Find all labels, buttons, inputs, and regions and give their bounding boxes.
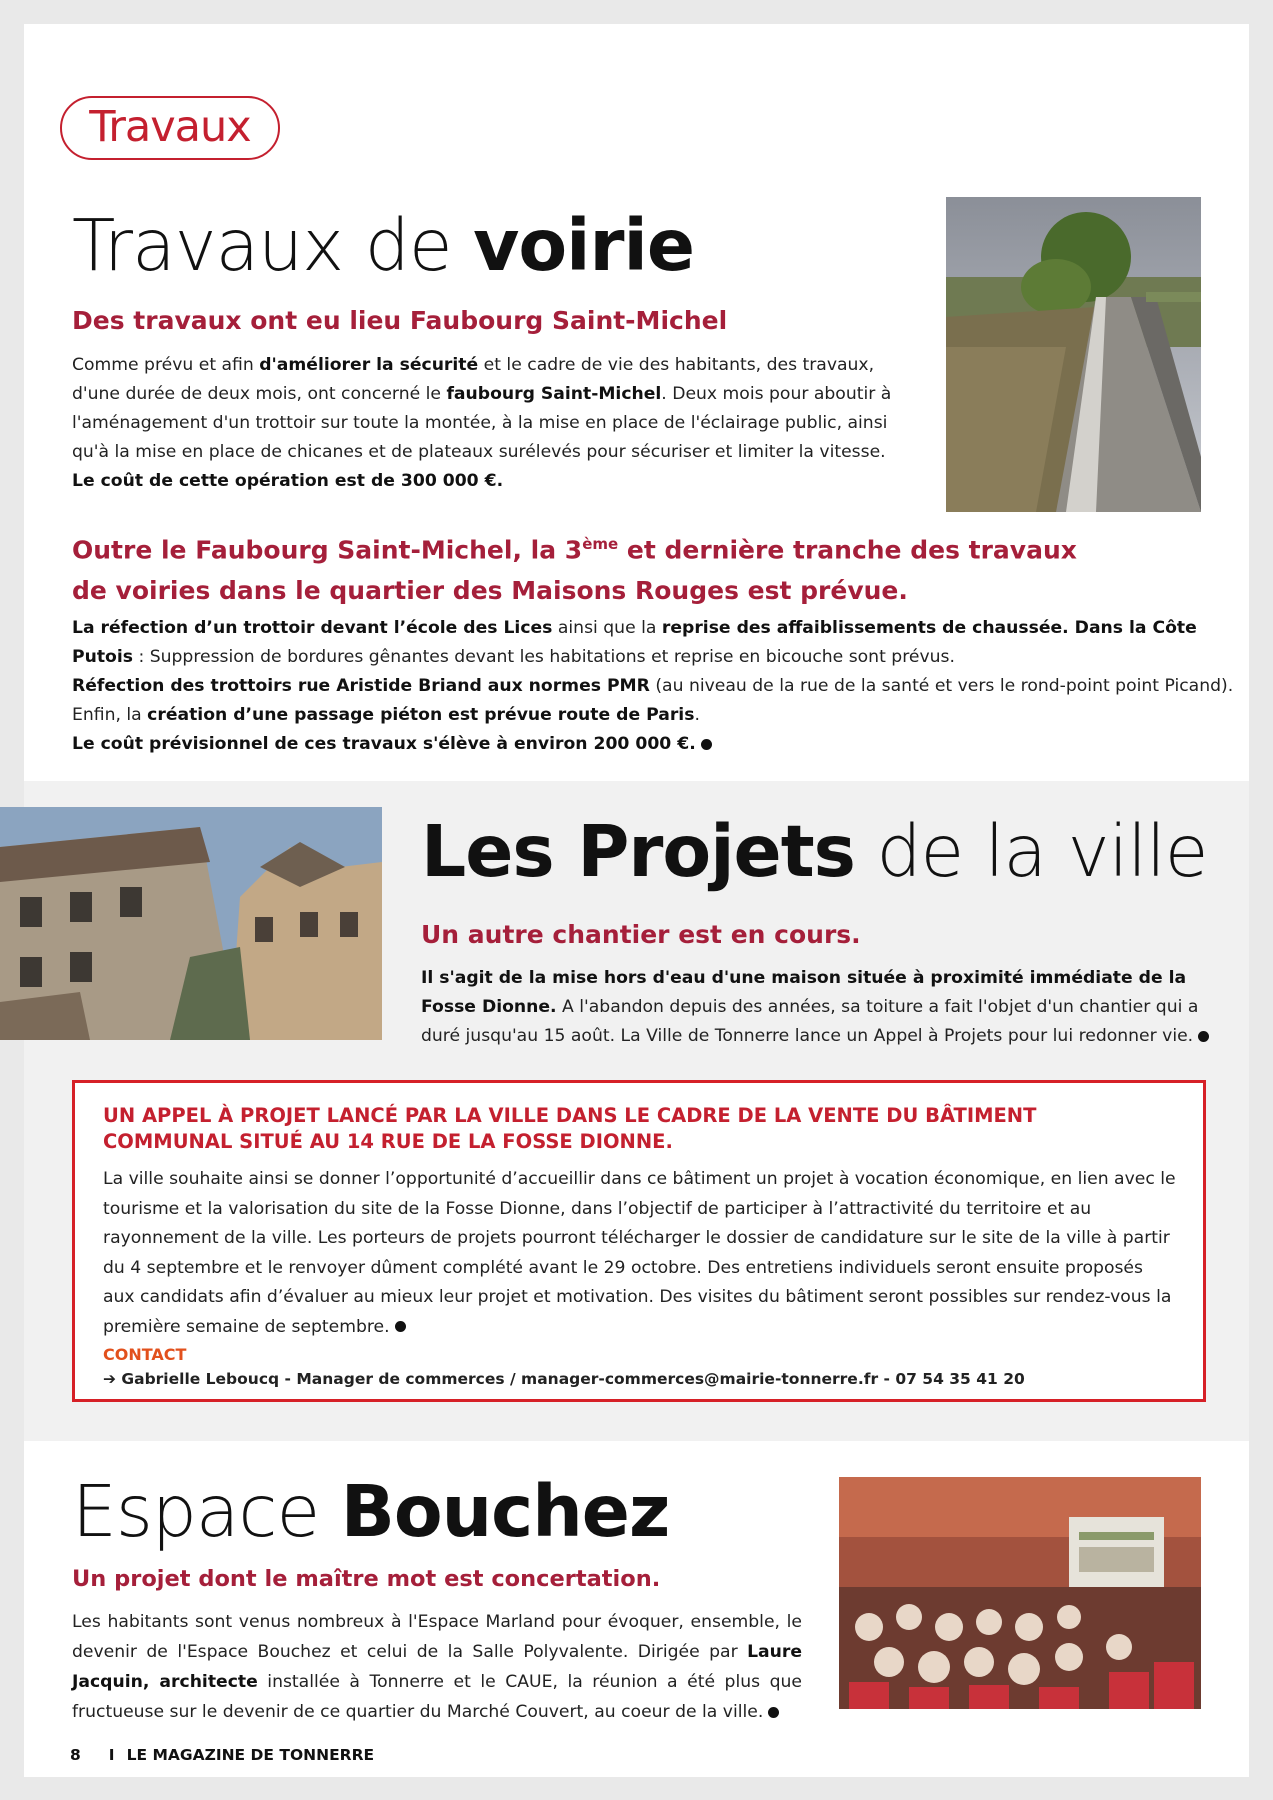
- fosse-dionne-photo-image: [0, 807, 382, 1040]
- end-dot: [1198, 1031, 1209, 1042]
- projets-subtitle: Un autre chantier est en cours.: [421, 920, 861, 949]
- fosse-dionne-photo: [0, 807, 382, 1040]
- text-run: Outre le Faubourg Saint-Michel, la 3: [72, 535, 583, 565]
- text-run: et le cadre de vie des habitants, des travaux, d'une durée de deux mois, ont concerné le: [72, 355, 875, 404]
- appel-projet-box: [72, 1080, 1206, 1402]
- text-run: Les habitants sont venus nombreux à l'Espace Marland pour évoquer, ensemble, le devenir de l'Espace Bouchez et celui de la Salle Polyvalente. Dirigée par: [72, 1612, 802, 1662]
- text-run-bold: reprise des affaiblissements de chaussée. Dans la Côte Putois: [72, 618, 1197, 667]
- text-run-bold: d'améliorer la sécurité: [259, 355, 479, 375]
- section-badge: Travaux: [60, 96, 280, 160]
- text-run: Enfin, la: [72, 705, 148, 725]
- text-run-bold: Réfection des trottoirs rue Aristide Briand aux normes PMR: [72, 676, 650, 696]
- voirie-subtitle: Des travaux ont eu lieu Faubourg Saint-Michel: [72, 306, 728, 335]
- text-run: de voiries dans le quartier des Maisons Rouges est prévue.: [72, 576, 908, 606]
- meeting-photo: [839, 1477, 1201, 1709]
- bouchez-paragraph: [72, 1607, 802, 1727]
- sidewalk-photo: [946, 197, 1201, 512]
- appel-title: UN APPEL À PROJET LANCÉ PAR LA VILLE DANS LE CADRE DE LA VENTE DU BÂTIMENT COMMUNAL SITUÉ AU 14 RUE DE LA FOSSE DIONNE.: [103, 1104, 1037, 1153]
- magazine-name: LE MAGAZINE DE TONNERRE: [126, 1746, 375, 1764]
- bouchez-title-bold: Bouchez: [340, 1470, 670, 1553]
- voirie-title: [72, 204, 694, 287]
- contact-line: ➔ Gabrielle Leboucq - Manager de commerces / manager-commerces@mairie-tonnerre.fr - 07 54 35 41 20: [103, 1370, 1025, 1388]
- text-run-sup: ème: [582, 535, 619, 553]
- contact-label: CONTACT: [103, 1345, 187, 1364]
- text-run: Comme prévu et afin: [72, 355, 260, 375]
- text-run: La ville souhaite ainsi se donner l’opportunité d’accueillir dans ce bâtiment un projet à vocation économique, en lien avec le tourisme et la valorisation du site de la Fosse Dionne, dans l’objectif de participer à l’attractivité du territoire et au rayonnement de la ville. Les porteurs de projets pourront télécharger le dossier de candidature sur le site de la ville à partir du 4 septembre et le renvoyer dûment complété avant le 29 octobre. Des entretiens individuels seront ensuite proposés aux candidats afin d’évaluer au mieux leur projet et motivation. Des visites du bâtiment seront possibles sur rendez-vous la première semaine de septembre.: [103, 1169, 1176, 1337]
- footer-separator: I: [108, 1746, 115, 1764]
- text-run: : Suppression de bordures gênantes devant les habitations et reprise en bicouche sont prévus.: [132, 647, 955, 667]
- projets-title-light: de la ville: [854, 810, 1208, 893]
- appel-body: [103, 1165, 1179, 1342]
- voirie-title-bold: voirie: [473, 204, 694, 287]
- text-run: . Deux mois pour aboutir à l'aménagement d'un trottoir sur toute la montée, à la mise en place de l'éclairage public, ainsi qu'à la mise en place de chicanes et de plateaux surélevés pour sécuriser et limiter la vitesse.: [72, 384, 892, 462]
- projets-title-bold: Les Projets: [421, 810, 855, 893]
- bouchez-title-light: Espace: [72, 1470, 341, 1553]
- voirie-cost: Le coût de cette opération est de 300 000 €.: [72, 471, 504, 491]
- sidewalk-photo-image: [946, 197, 1201, 512]
- bouchez-subtitle: Un projet dont le maître mot est concertation.: [72, 1566, 661, 1592]
- text-run-bold: Laure Jacquin, architecte: [72, 1642, 802, 1692]
- text-run-bold: faubourg Saint-Michel: [446, 384, 662, 404]
- projets-title: [421, 810, 1208, 893]
- text-run-bold: création d’une passage piéton est prévue route de Paris: [147, 705, 695, 725]
- voirie-paragraph-2: [72, 614, 1237, 759]
- meeting-photo-image: [839, 1477, 1201, 1709]
- text-run-bold: Il s'agit de la mise hors d'eau d'une maison située à proximité immédiate de la Fosse Dionne.: [421, 968, 1187, 1017]
- text-run: installée à Tonnerre et le CAUE, la réunion a été plus que fructueuse sur le devenir de ce quartier du Marché Couvert, au coeur de la ville.: [72, 1672, 802, 1722]
- voirie-cost-2: Le coût prévisionnel de ces travaux s'élève à environ 200 000 €.: [72, 734, 696, 754]
- bouchez-title: [72, 1470, 670, 1553]
- voirie-paragraph-1: [72, 351, 917, 496]
- text-run: A l'abandon depuis des années, sa toiture a fait l'objet d'un chantier qui a duré jusqu'au 15 août. La Ville de Tonnerre lance un Appel à Projets pour lui redonner vie.: [421, 997, 1199, 1046]
- text-run: .: [694, 705, 700, 725]
- voirie-subtitle-2: [72, 524, 1077, 611]
- page-number: 8: [70, 1746, 81, 1764]
- text-run: et dernière tranche des travaux: [618, 535, 1077, 565]
- end-dot: [701, 739, 712, 750]
- end-dot: [768, 1707, 779, 1718]
- voirie-title-light: Travaux de: [72, 204, 474, 287]
- magazine-page: [24, 24, 1249, 1777]
- projets-paragraph: [421, 964, 1211, 1051]
- text-run: (au niveau de la rue de la santé et vers le rond-point point Picand).: [649, 676, 1234, 696]
- text-run: ainsi que la: [552, 618, 662, 638]
- text-run-bold: La réfection d’un trottoir devant l’école des Lices: [72, 618, 553, 638]
- end-dot: [395, 1321, 406, 1332]
- page-footer: [70, 1746, 374, 1764]
